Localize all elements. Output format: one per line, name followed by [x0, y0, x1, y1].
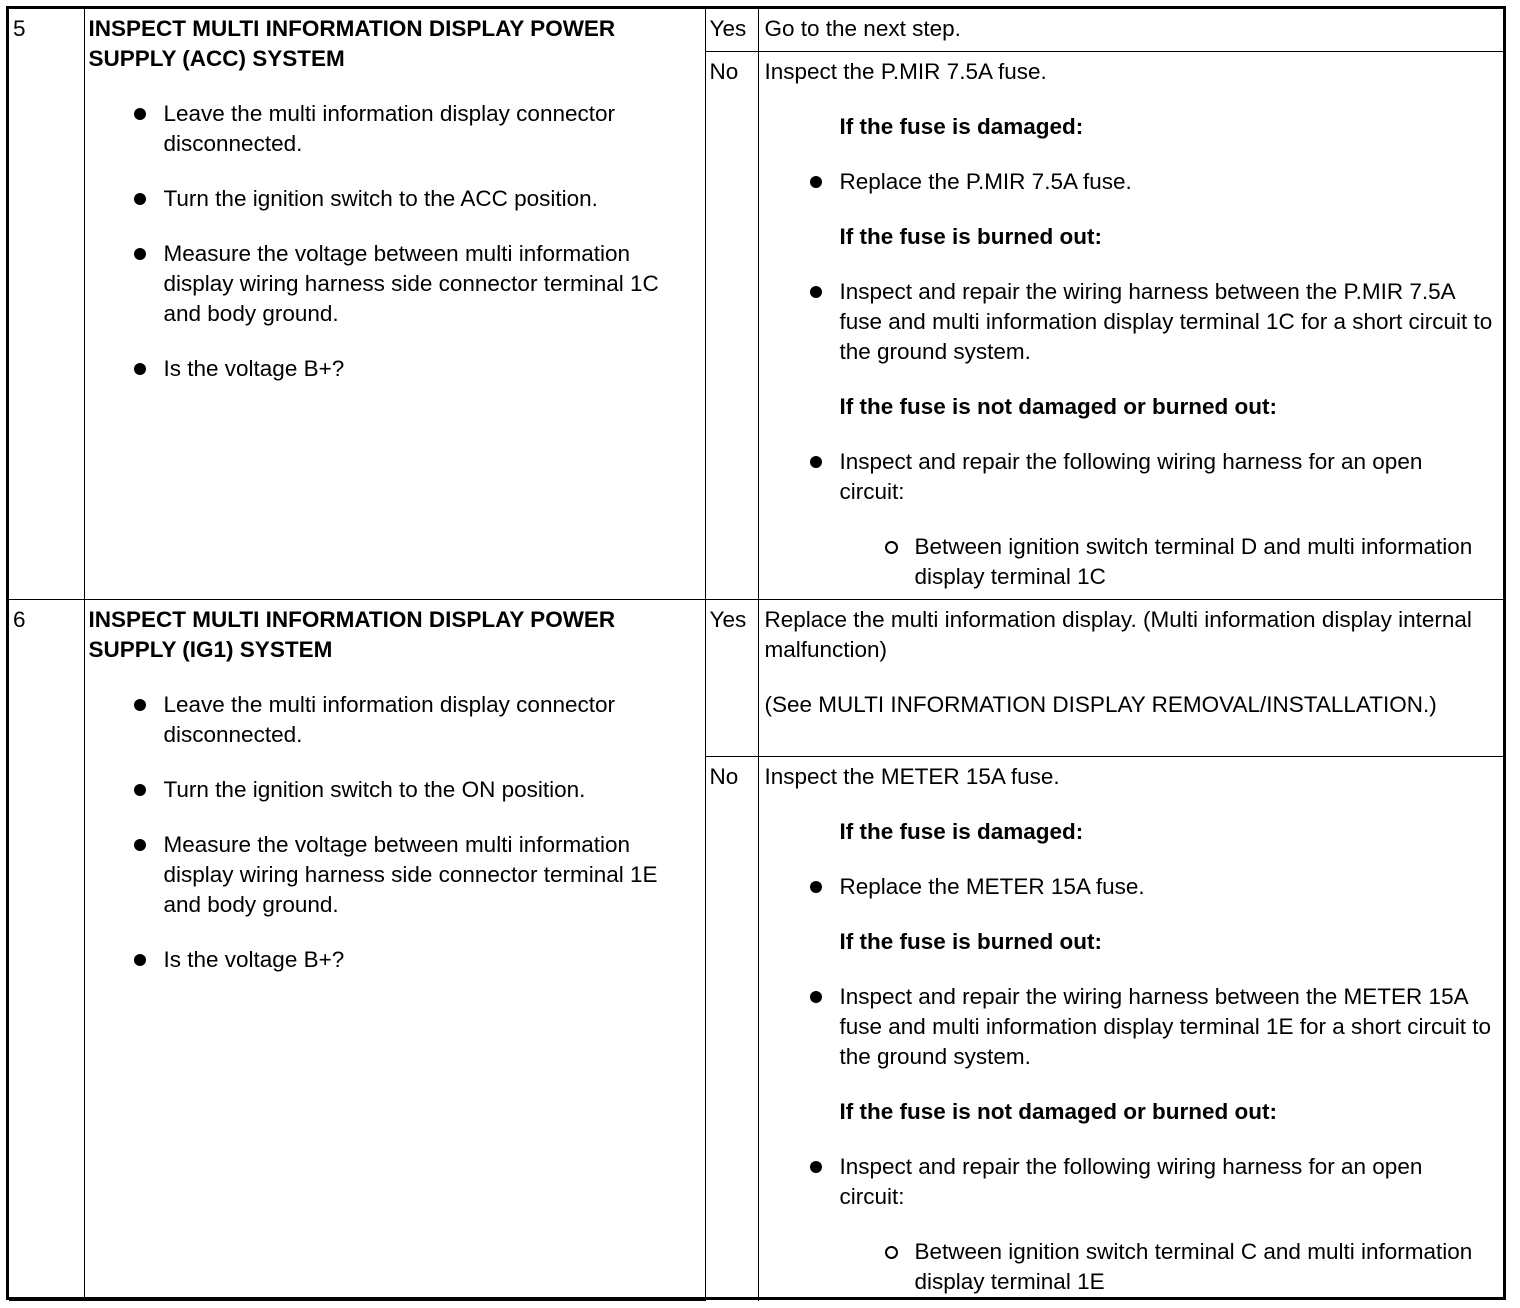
instruction-item: Measure the voltage between multi information display wiring harness side connector terminal 1C and body ground. [164, 239, 699, 329]
answer-no-cell [705, 51, 758, 599]
action-item: Replace the P.MIR 7.5A fuse. [840, 167, 1494, 197]
step-5-yes-row [9, 9, 1503, 51]
answer-label-no: No [709, 763, 739, 789]
action-item [840, 1152, 1494, 1297]
sub-action-list [840, 1237, 1494, 1297]
step-5-description-cell [84, 9, 705, 599]
step-title: INSPECT MULTI INFORMATION DISPLAY POWER SUPPLY (ACC) SYSTEM [88, 16, 616, 71]
step-title: INSPECT MULTI INFORMATION DISPLAY POWER SUPPLY (IG1) SYSTEM [88, 606, 616, 662]
step-instructions [89, 690, 699, 975]
action-item: Inspect and repair the wiring harness between the METER 15A fuse and multi information display terminal 1E for a short circuit to the ground system. [840, 982, 1494, 1072]
step-number: 5 [13, 16, 26, 41]
step-6-number-cell [9, 599, 84, 1301]
result-intro: Inspect the P.MIR 7.5A fuse. [764, 58, 1047, 84]
instruction-item: Leave the multi information display connector disconnected. [164, 690, 699, 750]
action-list [765, 872, 1494, 902]
step-instructions [89, 99, 699, 384]
result-text: Replace the multi information display. (Multi information display internal malfunction) [764, 606, 1472, 662]
action-item: Replace the METER 15A fuse. [840, 872, 1494, 902]
instruction-item: Is the voltage B+? [164, 945, 699, 975]
step-6-description-cell [84, 599, 705, 1301]
sub-action-list [840, 532, 1494, 592]
result-yes-cell [758, 599, 1503, 756]
action-item [840, 447, 1494, 592]
answer-yes-cell [705, 9, 758, 51]
condition-heading: If the fuse is damaged: [839, 818, 1084, 844]
condition-heading: If the fuse is burned out: [839, 928, 1102, 954]
result-intro: Inspect the METER 15A fuse. [764, 763, 1060, 789]
condition-heading: If the fuse is not damaged or burned out: [839, 393, 1278, 419]
step-number: 6 [13, 606, 26, 632]
answer-yes-cell [705, 599, 758, 756]
action-text: Inspect and repair the following wiring harness for an open circuit: [839, 448, 1423, 504]
instruction-item: Turn the ignition switch to the ACC position. [164, 184, 699, 214]
instruction-item: Is the voltage B+? [164, 354, 699, 384]
action-item: Inspect and repair the wiring harness between the P.MIR 7.5A fuse and multi information display terminal 1C for a short circuit to the ground system. [840, 277, 1494, 367]
instruction-item: Turn the ignition switch to the ON position. [164, 775, 699, 805]
action-list [765, 447, 1494, 592]
instruction-item: Measure the voltage between multi information display wiring harness side connector terminal 1E and body ground. [164, 830, 699, 920]
diagnostic-procedure-table [6, 6, 1506, 1300]
sub-action-item: Between ignition switch terminal D and multi information display terminal 1C [915, 532, 1494, 592]
result-reference: (See MULTI INFORMATION DISPLAY REMOVAL/INSTALLATION.) [764, 691, 1437, 717]
condition-heading: If the fuse is not damaged or burned out: [839, 1098, 1278, 1124]
diagnostic-table [9, 9, 1503, 1301]
instruction-item: Leave the multi information display connector disconnected. [164, 99, 699, 159]
result-text: Go to the next step. [764, 16, 961, 41]
condition-heading: If the fuse is burned out: [839, 223, 1102, 249]
answer-label-yes: Yes [709, 606, 747, 632]
action-text: Inspect and repair the following wiring harness for an open circuit: [839, 1153, 1423, 1209]
step-6-yes-row [9, 599, 1503, 756]
action-list [765, 277, 1494, 367]
action-list [765, 167, 1494, 197]
result-no-cell [758, 756, 1503, 1301]
action-list [765, 982, 1494, 1072]
answer-no-cell [705, 756, 758, 1301]
condition-heading: If the fuse is damaged: [839, 113, 1084, 139]
answer-label-no: No [709, 58, 739, 84]
result-no-cell [758, 51, 1503, 599]
result-yes-cell [758, 9, 1503, 51]
action-list [765, 1152, 1494, 1297]
answer-label-yes: Yes [709, 16, 747, 41]
step-5-number-cell [9, 9, 84, 599]
sub-action-item: Between ignition switch terminal C and multi information display terminal 1E [915, 1237, 1494, 1297]
